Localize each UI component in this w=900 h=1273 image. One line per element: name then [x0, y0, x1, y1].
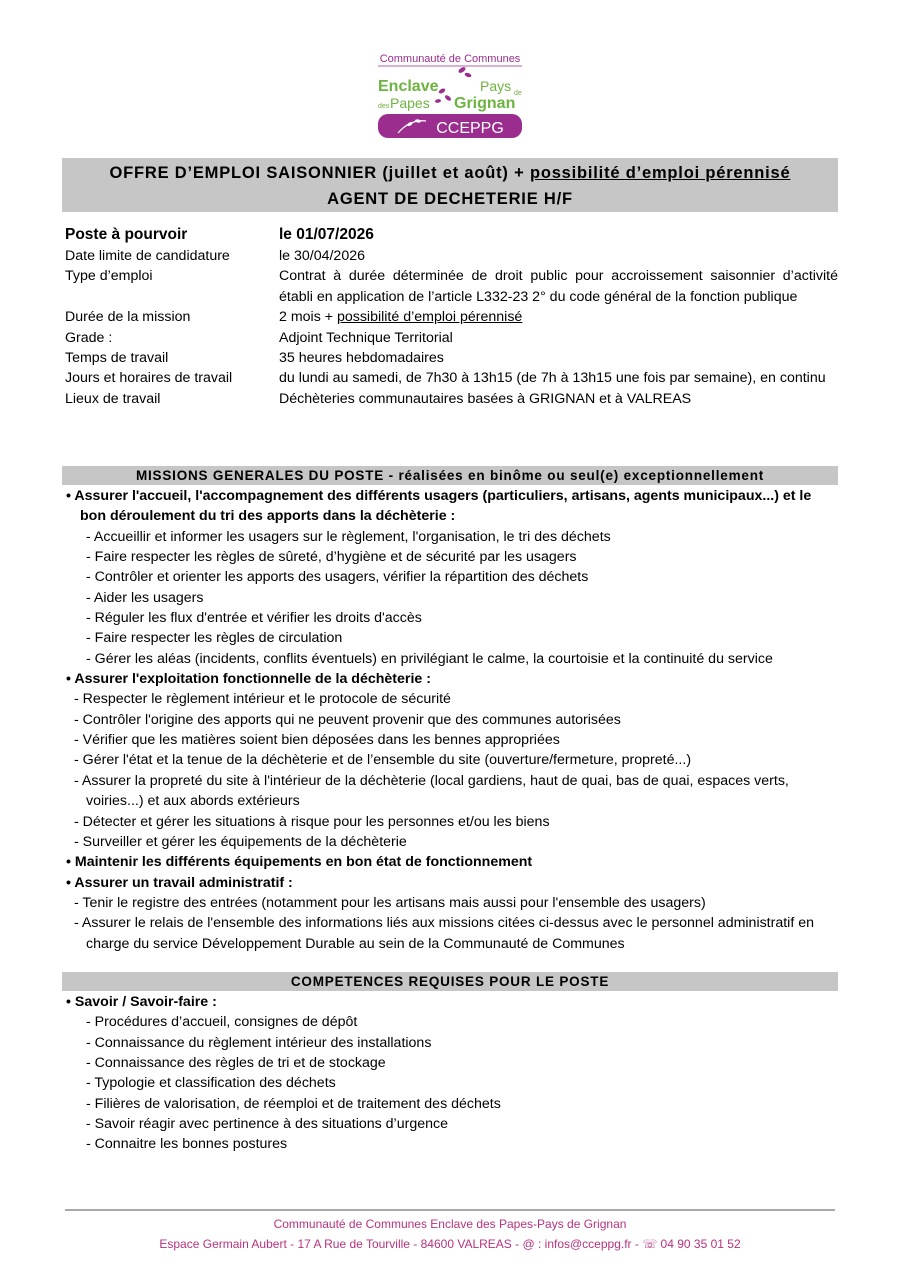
list-item: - Surveiller et gérer les équipements de la déchèterie — [74, 833, 407, 850]
info-row-duree: Durée de la mission 2 mois + possibilité d’emploi pérennisé — [65, 309, 523, 326]
list-item: - Typologie et classification des déchets — [86, 1075, 336, 1092]
cceppg-logo — [376, 51, 524, 141]
list-item: - Connaissance des règles de tri et de stockage — [86, 1055, 386, 1072]
logo-badge-text: CCEPPG — [436, 120, 504, 137]
leaf-icon — [438, 88, 446, 95]
list-item: - Savoir réagir avec pertinence à des situations d’urgence — [86, 1116, 448, 1133]
footer-divider — [65, 1209, 835, 1211]
info-row-grade: Grade : Adjoint Technique Territorial — [65, 329, 453, 346]
list-item: - Assurer le relais de l'ensemble des informations liés aux missions citées ci-dessus avec le personnel administratif en charge du service Développement Durable au sein de la Communauté de Communes — [74, 915, 815, 952]
list-item: - Gérer l'état et la tenue de la déchèterie et de l’ensemble du site (ouverture/fermeture, propreté...) — [74, 752, 692, 769]
list-item: - Réguler les flux d'entrée et vérifier les droits d'accès — [86, 610, 422, 627]
mission-group-exploitation: • Assurer l'exploitation fonctionnelle de la déchèterie : — [66, 671, 431, 688]
leaf-icon — [464, 72, 472, 78]
leaf-icon — [444, 94, 452, 102]
logo-word-enclave: Enclave — [378, 78, 439, 95]
leaf-icon — [457, 66, 466, 74]
info-row-temps: Temps de travail 35 heures hebdomadaires — [65, 350, 444, 367]
list-item: - Filières de valorisation, de réemploi et de traitement des déchets — [86, 1095, 501, 1112]
leaf-icon — [435, 99, 442, 104]
logo-word-grignan: Grignan — [454, 95, 516, 112]
list-item: - Accueillir et informer les usagers sur le règlement, l'organisation, le tri des déchets — [86, 528, 611, 545]
list-item: - Faire respecter les règles de circulation — [86, 630, 343, 647]
list-item: - Vérifier que les matières soient bien déposées dans les bennes appropriées — [74, 732, 560, 749]
logo-word-de: de — [514, 90, 522, 97]
logo-top-text: Communauté de Communes — [379, 53, 521, 65]
mission-group-administratif: • Assurer un travail administratif : — [66, 874, 293, 891]
competences-header: COMPETENCES REQUISES POUR LE POSTE — [62, 972, 838, 991]
list-item: - Gérer les aléas (incidents, conflits éventuels) en privilégiant le calme, la courtoisie et la continuité du service — [86, 650, 773, 667]
competence-group-savoir: • Savoir / Savoir-faire : — [66, 994, 217, 1010]
list-item: - Contrôler et orienter les apports des usagers, vérifier la répartition des déchets — [86, 569, 589, 586]
list-item: - Contrôler l'origine des apports qui ne peuvent provenir que des communes autorisées — [74, 711, 621, 728]
missions-header: MISSIONS GENERALES DU POSTE - réalisées en binôme ou seul(e) exceptionnellement — [62, 466, 838, 485]
missions-list — [62, 486, 840, 954]
mission-group-equipements: • Maintenir les différents équipements en bon état de fonctionnement — [66, 854, 533, 871]
list-item: - Connaitre les bonnes postures — [86, 1136, 288, 1153]
info-row-poste: Poste à pourvoir le 01/07/2026 — [65, 226, 374, 243]
title-line1: OFFRE D’EMPLOI SAISONNIER (juillet et août) + possibilité d’emploi pérennisé — [109, 164, 791, 182]
info-row-type-emploi: Type d’emploi Contrat à durée déterminée de droit public pour accroissement saisonnier d’activité établi en application de l’article L332-23 2° du code général de la fonction publique — [65, 268, 838, 305]
list-item: - Procédures d’accueil, consignes de dépôt — [86, 1014, 358, 1031]
info-row-date-limite: Date limite de candidature le 30/04/2026 — [65, 248, 365, 264]
footer-contact: Espace Germain Aubert - 17 A Rue de Tourville - 84600 VALREAS - @ : infos@cceppg.fr - ☏ 04 90 35 01 52 — [159, 1237, 741, 1251]
list-item: - Assurer la propreté du site à l'intérieur de la déchèterie (local gardiens, haut de quai, bas de quai, espaces verts, voiries...) et aux abords extérieurs — [74, 772, 789, 810]
logo-word-papes: Papes — [390, 95, 430, 111]
logo-word-des: des — [378, 103, 390, 110]
job-info-table — [65, 224, 838, 409]
title-line2: AGENT DE DECHETERIE H/F — [327, 190, 573, 208]
info-row-jours: Jours et horaires de travail du lundi au samedi, de 7h30 à 13h15 (de 7h à 13h15 une fois par semaine), en continu — [65, 370, 826, 387]
info-row-lieux: Lieux de travail Déchèteries communautaires basées à GRIGNAN et à VALREAS — [65, 390, 692, 407]
list-item: - Aider les usagers — [86, 589, 204, 606]
competences-list — [62, 992, 840, 1155]
title-banner — [62, 158, 838, 212]
mission-group-accueil: • Assurer l'accueil, l'accompagnement des différents usagers (particuliers, artisans, agents municipaux...) et le bon déroulement du tri des apports dans la déchèterie : — [66, 488, 812, 525]
footer-organization: Communauté de Communes Enclave des Papes-Pays de Grignan — [273, 1217, 627, 1231]
list-item: - Respecter le règlement intérieur et le protocole de sécurité — [74, 691, 451, 708]
list-item: - Faire respecter les règles de sûreté, d’hygiène et de sécurité par les usagers — [86, 549, 577, 566]
list-item: - Tenir le registre des entrées (notamment pour les artisans mais aussi pour l'ensemble des usagers) — [74, 894, 706, 911]
list-item: - Connaissance du règlement intérieur des installations — [86, 1034, 432, 1051]
title-line1-underlined: possibilité d’emploi pérennisé — [529, 164, 791, 182]
logo-word-pays: Pays — [480, 78, 512, 94]
list-item: - Détecter et gérer les situations à risque pour les personnes et/ou les biens — [74, 813, 550, 830]
